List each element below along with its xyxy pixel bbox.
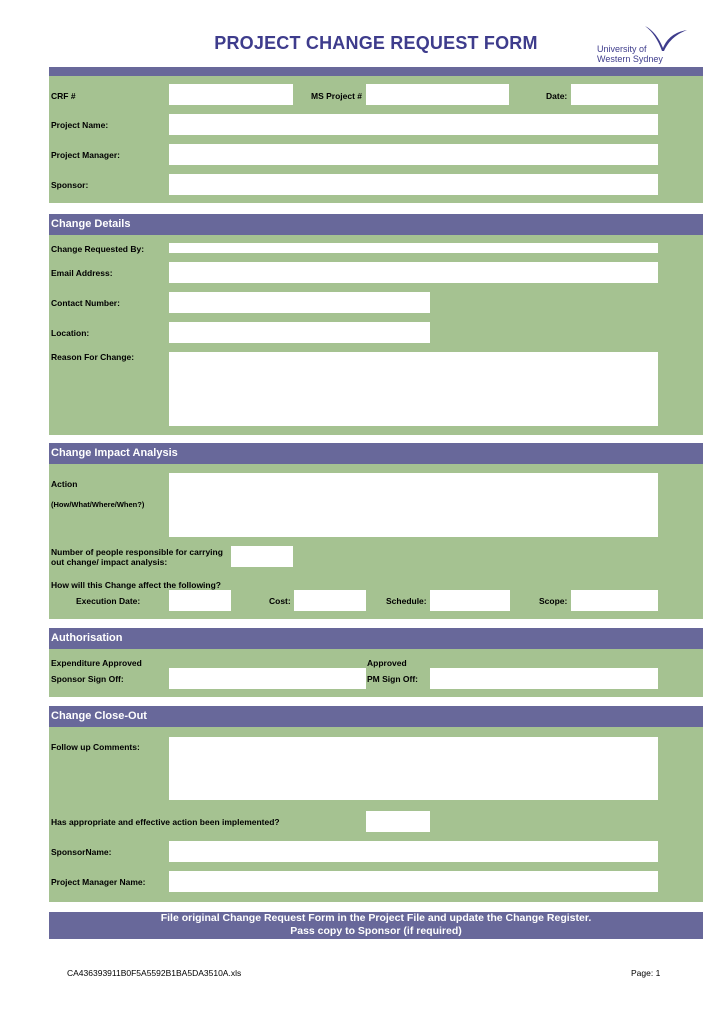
execution-date-label: Execution Date: — [76, 596, 141, 606]
sponsor-name-field[interactable] — [169, 841, 658, 862]
execution-date-field[interactable] — [169, 590, 231, 611]
schedule-label: Schedule: — [386, 596, 427, 606]
closeout-title: Change Close-Out — [51, 710, 147, 722]
change-details-title: Change Details — [51, 218, 131, 230]
project-name-field[interactable] — [169, 114, 658, 135]
top-section-bar — [49, 67, 703, 76]
reason-label: Reason For Change: — [51, 352, 135, 362]
action-implemented-label: Has appropriate and effective action been implemented? — [51, 817, 280, 827]
instruction-line-1: File original Change Request Form in the Project File and update the Change Register. — [160, 912, 592, 924]
authorisation-bar — [49, 628, 703, 649]
schedule-field[interactable] — [430, 590, 510, 611]
ms-project-label: MS Project # — [311, 91, 363, 101]
expenditure-approved-label: Expenditure Approved — [51, 658, 142, 668]
project-manager-label: Project Manager: — [51, 150, 120, 160]
closeout-bar — [49, 706, 703, 727]
crf-field[interactable] — [169, 84, 293, 105]
project-name-label: Project Name: — [51, 120, 109, 130]
location-field[interactable] — [169, 322, 430, 343]
approved-label: Approved — [367, 658, 407, 668]
pm-name-label: Project Manager Name: — [51, 877, 146, 887]
pm-signoff-field[interactable] — [430, 668, 658, 689]
sponsor-field[interactable] — [169, 174, 658, 195]
change-details-bar — [49, 214, 703, 235]
action-hint: (How/What/Where/When?) — [51, 500, 145, 509]
university-logo-text — [597, 44, 663, 64]
action-implemented-field[interactable] — [366, 811, 430, 832]
requested-by-field[interactable] — [169, 243, 658, 253]
scope-field[interactable] — [571, 590, 658, 611]
date-field[interactable] — [571, 84, 658, 105]
people-label-line-1: Number of people responsible for carrying — [51, 547, 223, 557]
cost-label: Cost: — [269, 596, 291, 606]
email-field[interactable] — [169, 262, 658, 283]
file-name: CA436393911B0F5A5592B1BA5DA3510A.xls — [67, 968, 242, 978]
logo-line-1: University of — [597, 44, 647, 54]
requested-by-label: Change Requested By: — [51, 244, 145, 254]
authorisation-title: Authorisation — [51, 632, 123, 644]
project-manager-field[interactable] — [169, 144, 658, 165]
instruction-line-2: Pass copy to Sponsor (if required) — [290, 925, 462, 937]
sponsor-name-label: SponsorName: — [51, 847, 112, 857]
date-label: Date: — [546, 91, 568, 101]
location-label: Location: — [51, 328, 90, 338]
sponsor-signoff-label: Sponsor Sign Off: — [51, 674, 124, 684]
contact-field[interactable] — [169, 292, 430, 313]
followup-label: Follow up Comments: — [51, 742, 140, 752]
reason-field[interactable] — [169, 352, 658, 426]
page-number: Page: 1 — [631, 968, 661, 978]
scope-label: Scope: — [539, 596, 568, 606]
email-label: Email Address: — [51, 268, 113, 278]
pm-name-field[interactable] — [169, 871, 658, 892]
logo-line-2: Western Sydney — [597, 54, 663, 64]
followup-field[interactable] — [169, 737, 658, 800]
people-field[interactable] — [231, 546, 293, 567]
crf-label: CRF # — [51, 91, 76, 101]
affect-label: How will this Change affect the following? — [51, 580, 221, 590]
impact-title: Change Impact Analysis — [51, 447, 178, 459]
contact-label: Contact Number: — [51, 298, 120, 308]
action-field[interactable] — [169, 473, 658, 537]
sponsor-label: Sponsor: — [51, 180, 89, 190]
people-label-line-2: out change/ impact analysis: — [51, 557, 168, 567]
page-title: PROJECT CHANGE REQUEST FORM — [214, 33, 538, 53]
cost-field[interactable] — [294, 590, 366, 611]
instruction-bar — [49, 912, 703, 939]
pm-signoff-label: PM Sign Off: — [367, 674, 418, 684]
action-label: Action — [51, 479, 78, 489]
ms-project-field[interactable] — [366, 84, 509, 105]
people-label — [51, 547, 223, 567]
sponsor-signoff-field[interactable] — [169, 668, 366, 689]
